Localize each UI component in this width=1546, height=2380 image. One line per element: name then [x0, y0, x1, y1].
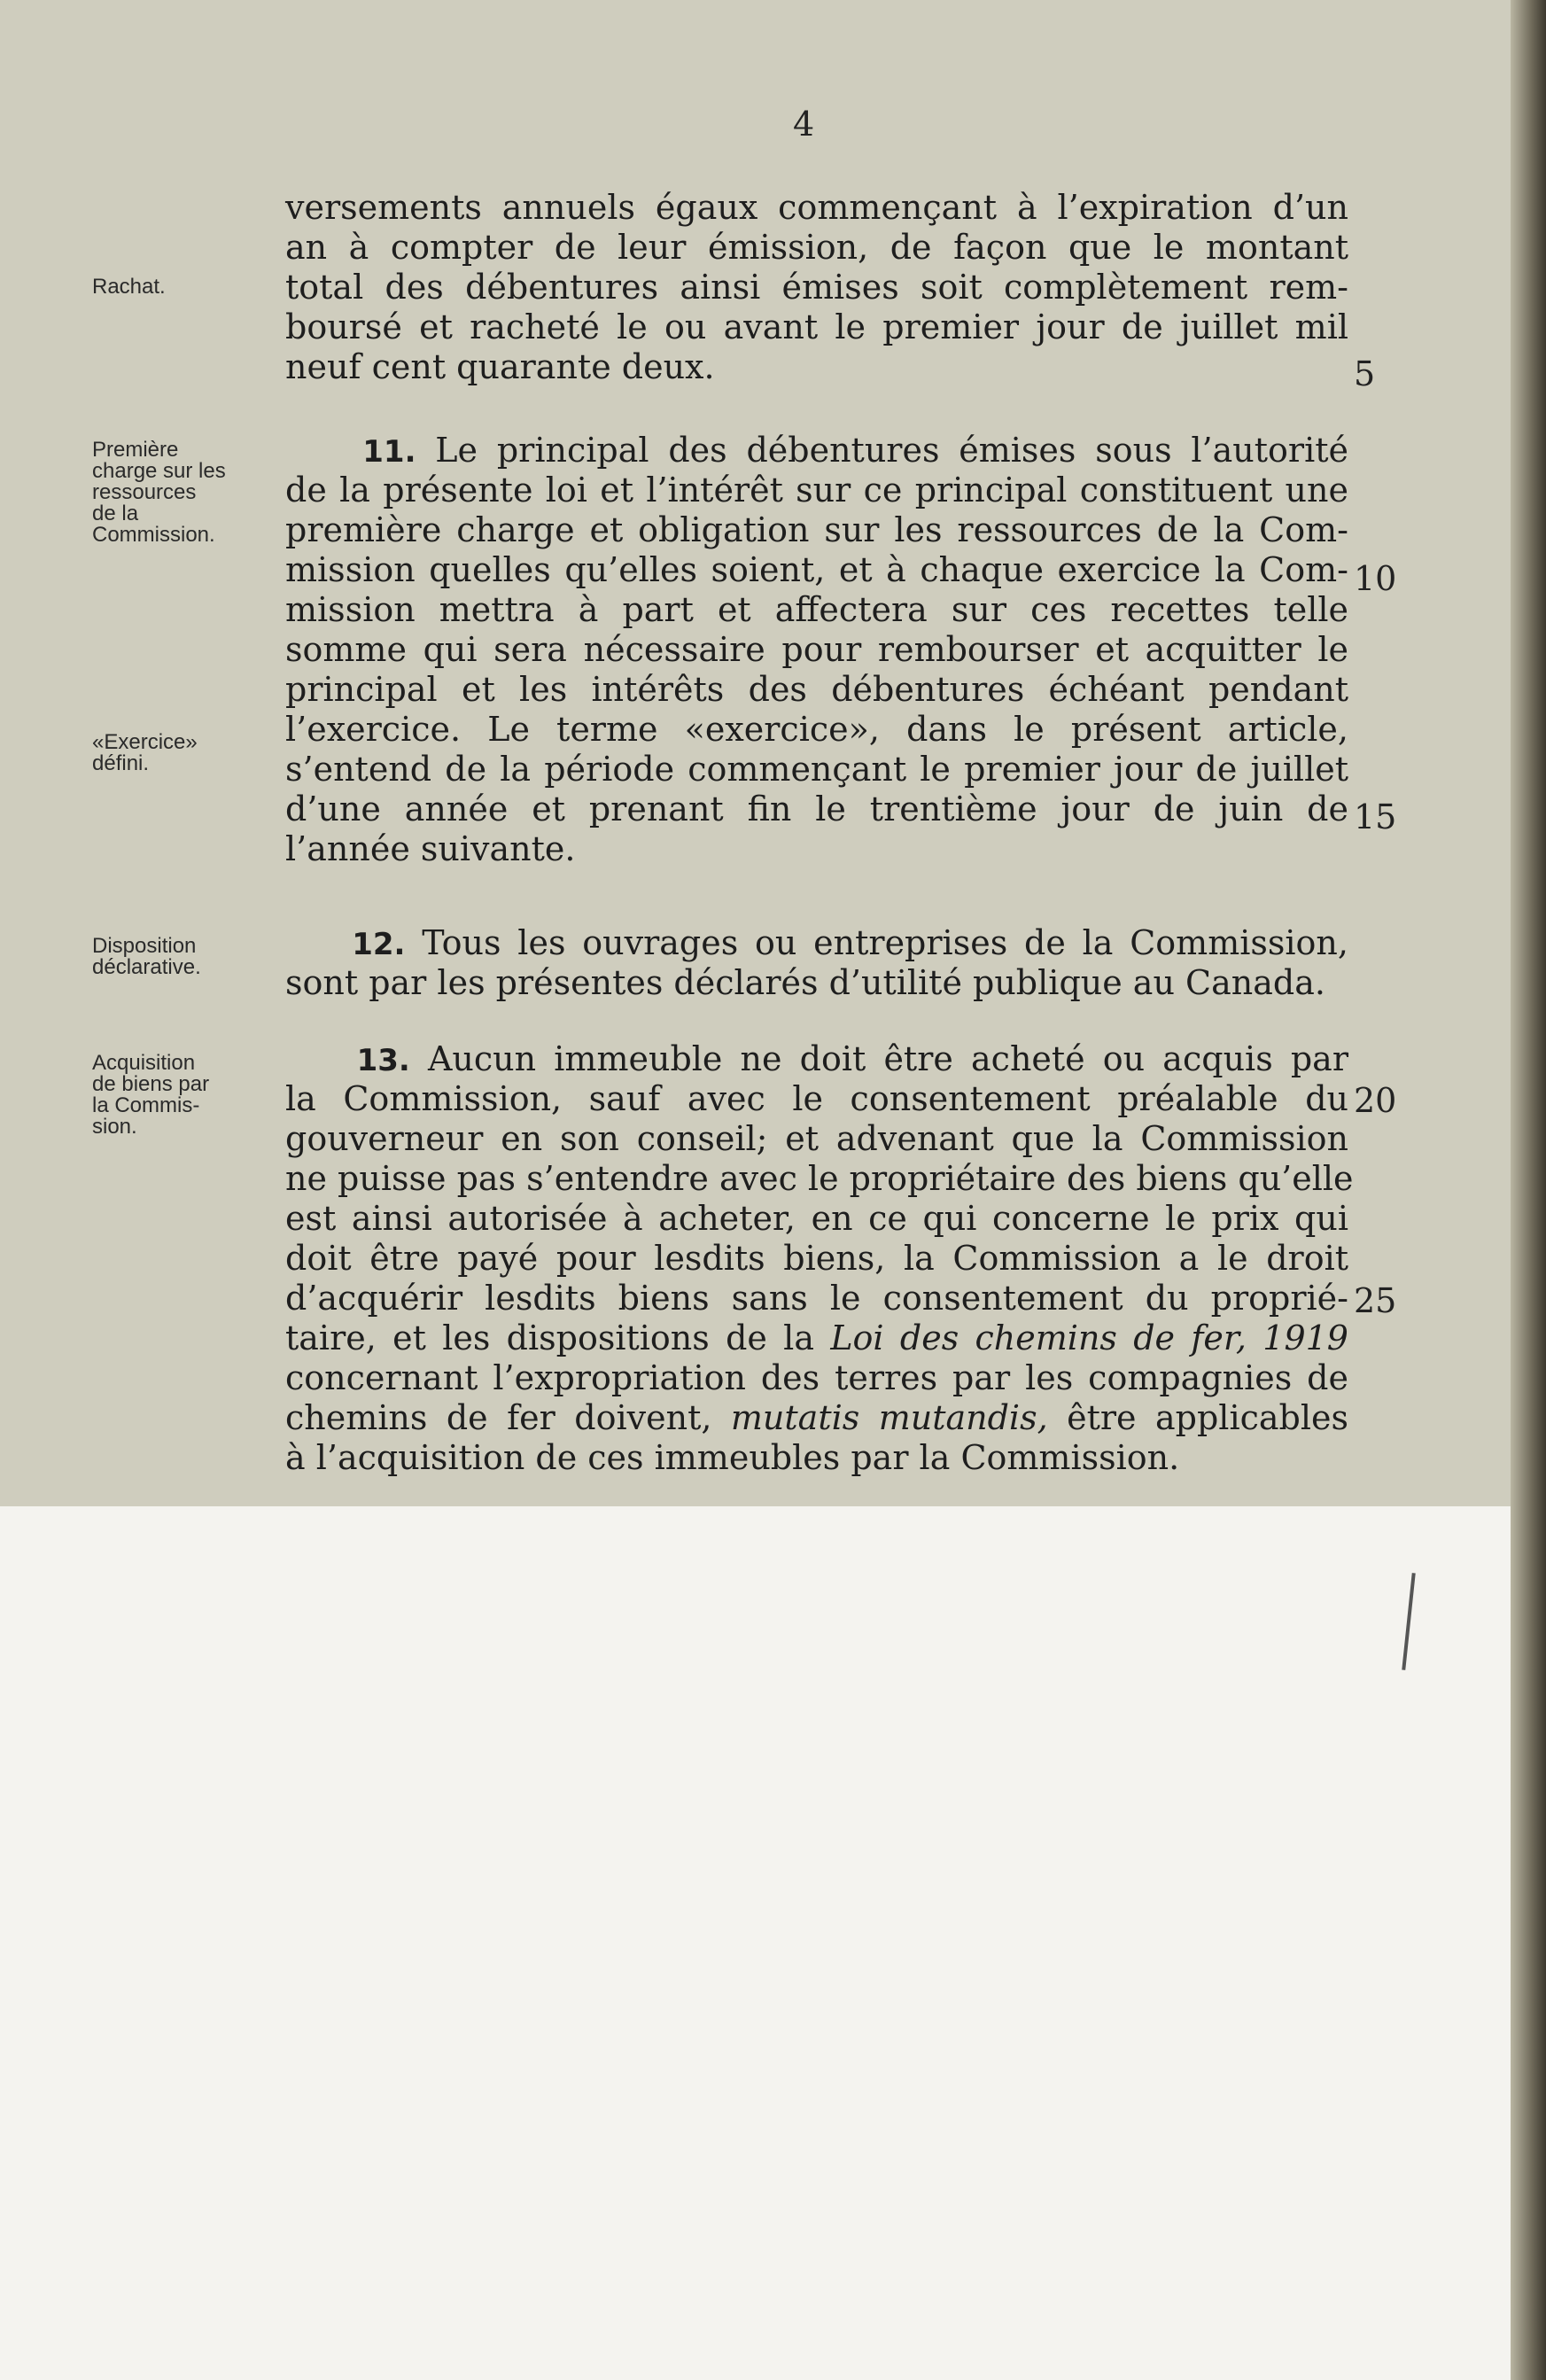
act-title-italic: Loi des chemins de fer, 1919 [830, 1318, 1348, 1357]
text-line: est ainsi autorisée à acheter, en ce qui concerne le prix qui [285, 1199, 1348, 1238]
margin-note-disposition [92, 936, 269, 978]
margin-note-line: ressources [92, 480, 197, 504]
margin-note-premiere-charge [92, 439, 269, 546]
text-line [285, 1398, 1348, 1438]
section-number: 12. [352, 927, 406, 962]
latin-phrase-italic: mutatis mutandis, [730, 1398, 1048, 1437]
section-number: 11. [362, 434, 416, 470]
text-line: an à compter de leur émission, de façon que le montant [285, 228, 1348, 267]
margin-note-line: Acquisition [92, 1051, 196, 1075]
text-line: la Commission, sauf avec le consentement préalable du [285, 1079, 1348, 1118]
text-line: sont par les présentes déclarés d’utilité publique au Canada. [285, 963, 1325, 1002]
text-line: d’une année et prenant fin le trentième jour de juin de [285, 789, 1348, 828]
margin-note-line: Disposition [92, 934, 197, 958]
line-number: 15 [1354, 797, 1397, 836]
text-line: première charge et obligation sur les ressources de la Com- [285, 510, 1348, 549]
margin-note-line: la Commis- [92, 1093, 200, 1117]
section-number: 13. [356, 1043, 410, 1078]
margin-note-line: sion. [92, 1115, 137, 1139]
text-line: l’exercice. Le terme «exercice», dans le présent article, [285, 710, 1348, 749]
text-line: doit être payé pour lesdits biens, la Commission a le droit [285, 1239, 1348, 1278]
text-line [285, 1039, 1348, 1079]
text-run: chemins de fer doivent, [285, 1398, 731, 1437]
text-line: versements annuels égaux commençant à l’expiration d’un [285, 188, 1348, 227]
section-11 [285, 431, 1348, 869]
margin-note-line: Commission. [92, 523, 215, 547]
margin-note-rachat [92, 276, 269, 298]
page-lower-blank-area [0, 1506, 1511, 2380]
text-line [285, 431, 1348, 471]
text-line: de la présente loi et l’intérêt sur ce principal constituent une [285, 471, 1348, 509]
text-line: mission quelles qu’elles soient, et à chaque exercice la Com- [285, 550, 1348, 589]
text-line [285, 923, 1348, 963]
paragraph-intro [285, 188, 1348, 387]
text-line: l’année suivante. [285, 829, 576, 868]
page-number: 4 [793, 105, 815, 144]
text-line: gouverneur en son conseil; et advenant que la Commission [285, 1119, 1348, 1158]
text-line: s’entend de la période commençant le premier jour de juillet [285, 750, 1348, 789]
text-line [285, 1318, 1348, 1358]
text-run: être applicables [1047, 1398, 1349, 1437]
margin-note-line: de la [92, 502, 139, 525]
line-number: 10 [1354, 559, 1397, 598]
margin-note-line: «Exercice» [92, 730, 198, 754]
section-13 [285, 1039, 1354, 1478]
text-line: boursé et racheté le ou avant le premier jour de juillet mil [285, 307, 1348, 346]
text-line: neuf cent quarante deux. [285, 347, 715, 386]
text-line: principal et les intérêts des débentures échéant pendant [285, 670, 1348, 709]
line-number: 20 [1354, 1081, 1397, 1120]
margin-note-exercice [92, 732, 269, 774]
text-line: total des débentures ainsi émises soit complètement rem- [285, 268, 1348, 307]
text-run: Aucun immeuble ne doit être acheté ou acquis par [409, 1039, 1348, 1078]
text-line: ne puisse pas s’entendre avec le propriétaire des biens qu’elle [285, 1159, 1354, 1198]
margin-note-line: Rachat. [92, 275, 166, 299]
margin-note-line: de biens par [92, 1072, 210, 1096]
margin-note-acquisition [92, 1053, 269, 1138]
margin-note-line: défini. [92, 751, 150, 775]
section-12 [285, 923, 1348, 1003]
text-run: Le principal des débentures émises sous l’autorité [416, 431, 1348, 470]
text-line: mission mettra à part et affectera sur ces recettes telle [285, 590, 1348, 629]
margin-note-line: déclarative. [92, 955, 201, 979]
text-line: d’acquérir lesdits biens sans le consentement du proprié- [285, 1279, 1348, 1318]
line-number: 5 [1354, 354, 1376, 393]
text-line: somme qui sera nécessaire pour rembourser et acquitter le [285, 630, 1348, 669]
margin-note-line: charge sur les [92, 459, 226, 483]
margin-note-line: Première [92, 438, 179, 462]
text-line: à l’acquisition de ces immeubles par la Commission. [285, 1438, 1180, 1477]
binding-edge-shadow [1511, 0, 1546, 2380]
line-number: 25 [1354, 1281, 1397, 1320]
text-run: taire, et les dispositions de la [285, 1318, 831, 1357]
text-line: concernant l’expropriation des terres par les compagnies de [285, 1358, 1348, 1397]
text-run: Tous les ouvrages ou entreprises de la Commission, [405, 923, 1348, 962]
